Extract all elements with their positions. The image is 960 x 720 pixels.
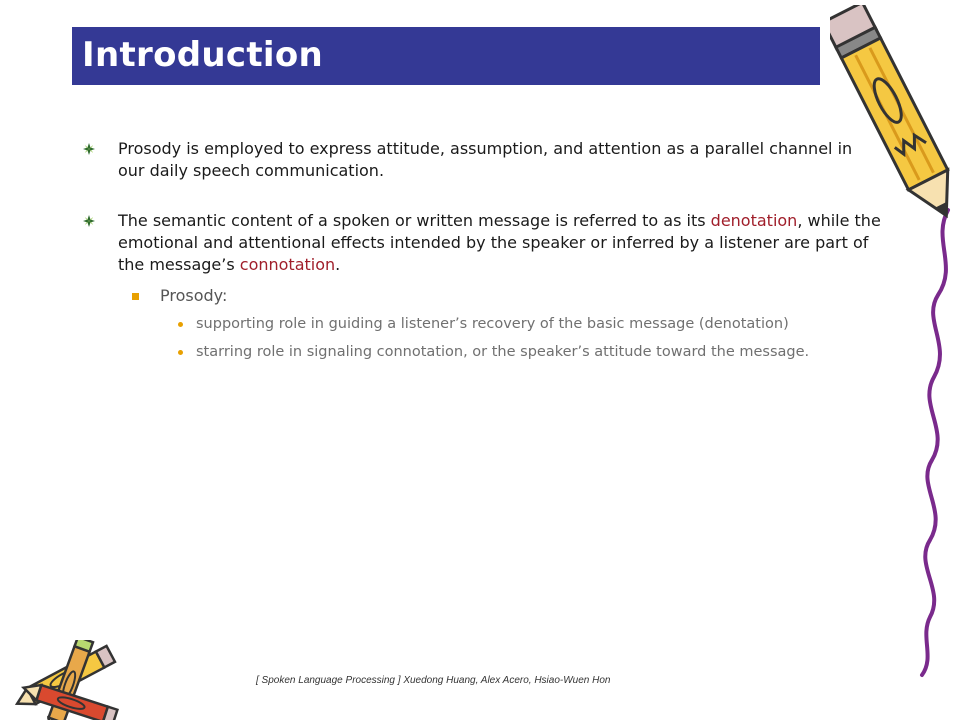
sub-bullet-label: Prosody: xyxy=(160,286,228,305)
dot-bullet-icon xyxy=(178,350,183,355)
sub-sub-bullet-starring xyxy=(82,342,882,363)
slide-body xyxy=(82,138,882,363)
bullet-text-middle: , while the emotional and attentional effects intended by the speaker or inferred by a listener are part of the message’s xyxy=(118,211,881,274)
dot-bullet-icon xyxy=(178,322,183,327)
diamond-star-icon xyxy=(82,214,96,228)
term-denotation: denotation xyxy=(710,211,798,230)
sub-sub-bullet-text: starring role in signaling connotation, or the speaker’s attitude toward the message. xyxy=(196,344,810,360)
bullet-semantic-content xyxy=(82,210,882,276)
slide-title: Introduction xyxy=(82,35,324,75)
bullet-text: Prosody is employed to express attitude, assumption, and attention as a parallel channel in our daily speech communication. xyxy=(118,139,853,180)
sub-sub-bullet-supporting xyxy=(82,314,882,335)
footer-citation: [ Spoken Language Processing ] Xuedong Huang, Alex Acero, Hsiao-Wuen Hon xyxy=(256,675,611,686)
sub-sub-bullet-text: supporting role in guiding a listener’s recovery of the basic message (denotation) xyxy=(196,316,789,332)
diamond-star-icon xyxy=(82,142,96,156)
term-connotation: connotation xyxy=(239,255,336,274)
bullet-prosody-intro xyxy=(82,138,882,182)
sub-bullet-prosody xyxy=(82,285,882,307)
pencil-icon xyxy=(830,5,960,685)
square-bullet-icon xyxy=(132,293,139,300)
bullet-text-before: The semantic content of a spoken or written message is referred to as its xyxy=(118,211,711,230)
bullet-text-after: . xyxy=(335,255,341,274)
pencils-icon xyxy=(8,640,133,720)
title-bar xyxy=(72,27,820,85)
